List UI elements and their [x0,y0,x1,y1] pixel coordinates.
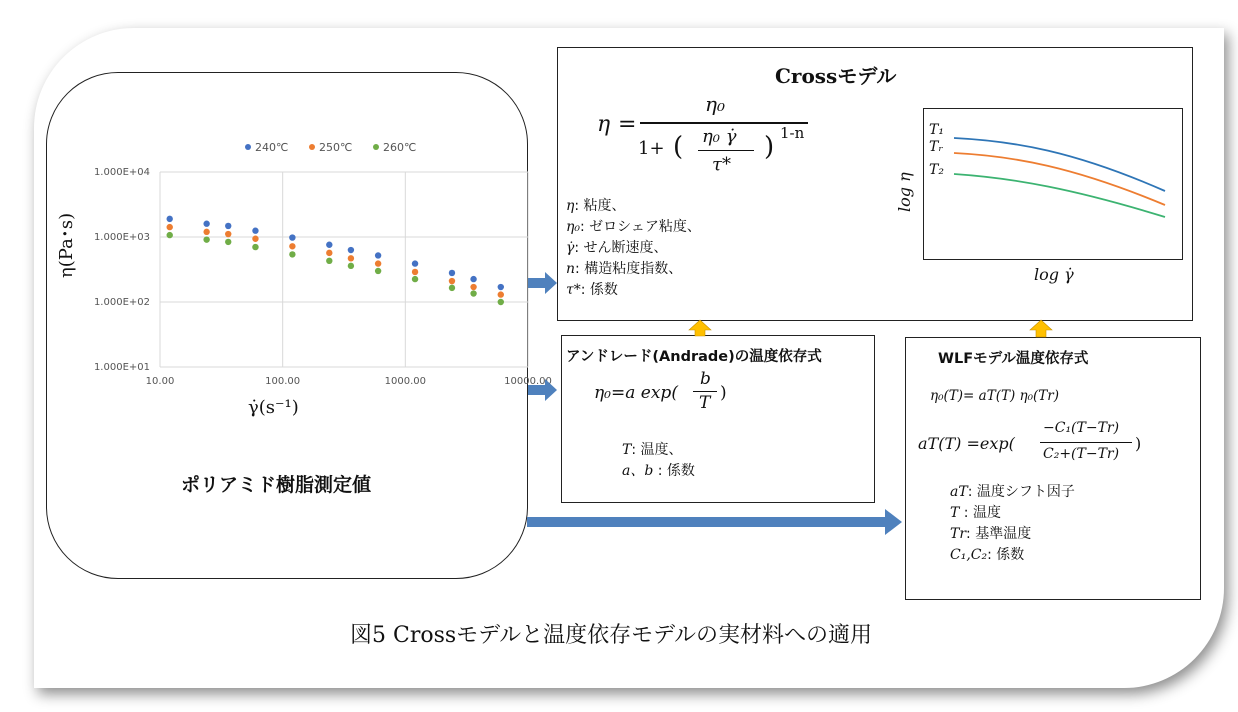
arrow-wlf-to-cross [1030,320,1052,337]
definition-text: : 粘度、 [574,198,626,214]
definition-text: : 係数 [653,463,695,479]
arrow-to-cross [528,272,557,294]
cross-eq-denominator-prefix: 1+ [638,138,665,159]
definition-text: : せん断速度、 [574,240,668,256]
cross-eq-inner-numerator: η₀ γ̇ [702,126,737,147]
cross-eq-numerator: η₀ [705,92,725,116]
definition-symbol: n [566,261,576,277]
definition-symbol: η₀ [566,219,580,235]
wlf-eq1: η₀(T)= aT(T) η₀(Tr) [930,388,1060,404]
andrade-eq-numerator: b [700,369,711,389]
andrade-eq-lhs: η₀=a exp( [594,383,678,403]
wlf-eq2-numerator: −C₁(T−Tr) [1043,420,1120,436]
legend-label: 260℃ [383,141,417,154]
cross-eq-right-paren: ) [764,132,775,162]
arrow-andrade-to-cross [689,320,711,336]
definition-symbol: T [622,442,632,458]
definition-text: : 温度、 [631,442,683,458]
wlf-title: WLFモデル温度依存式 [938,351,1089,367]
y-tick-label: 1.000E+03 [93,232,150,243]
definition-symbol: τ* [566,282,581,298]
definition-text: : 係数 [580,282,618,298]
schematic-curve-label: T₂ [929,162,944,178]
wlf-eq2-lhs: aT(T) =exp( [918,434,1015,453]
x-tick-label: 10.00 [145,376,175,387]
andrade-eq-denominator: T [699,393,711,413]
cross-eq-equals: = [618,112,637,137]
definition-text: : 構造粘度指数、 [575,261,683,277]
definition-symbol: C₁,C₂ [950,547,988,563]
y-tick-label: 1.000E+02 [93,297,150,308]
andrade-title: アンドレード(Andrade)の温度依存式 [566,349,822,365]
y-tick-label: 1.000E+04 [93,167,150,178]
wlf-eq2-denominator: C₂+(T−Tr) [1043,446,1120,462]
x-tick-label: 1000.00 [384,376,427,387]
wlf-eq2-close: ) [1135,434,1142,453]
definition-text: : 基準温度 [966,526,1032,542]
definition-text: : 温度 [959,505,1001,521]
legend-label: 250℃ [319,141,353,154]
schematic-curve-label: T₁ [929,122,944,138]
x-tick-label: 100.00 [265,376,301,387]
definition-text: : ゼロシェア粘度、 [580,219,701,235]
y-tick-label: 1.000E+01 [93,362,150,373]
x-tick-label: 10000.00 [504,376,552,387]
definition-text: : 係数 [987,547,1025,563]
x-axis-label-text: γ̇(s⁻¹) [248,397,299,418]
cross-eq-left-paren: ( [673,132,684,162]
definition-symbol: Tr [950,526,967,542]
definition-text: : 温度シフト因子 [967,484,1075,500]
schematic-x-label: log γ̇ [1034,265,1074,284]
cross-eq-exponent: 1-n [780,124,805,142]
cross-eq-inner-denominator: τ* [712,154,731,175]
arrow-to-wlf [527,509,902,535]
y-axis-label-text: η(Pa･s) [56,212,77,278]
legend-label: 240℃ [255,141,289,154]
schematic-y-label: log η [895,172,914,212]
definition-symbol: γ̇ [566,240,575,256]
definition-symbol: a、b [622,463,654,479]
arrow-to-andrade [528,379,557,401]
definition-symbol: η [566,198,575,214]
andrade-eq-close: ) [720,383,727,403]
measurement-title: ポリアミド樹脂測定値 [181,474,372,496]
definition-symbol: aT [950,484,968,500]
figure-caption: 図5 Crossモデルと温度依存モデルの実材料への適用 [350,623,872,648]
cross-eq-lhs: η [597,112,611,137]
cross-model-title: Crossモデル [775,64,897,88]
schematic-curve-label: Tᵣ [929,139,944,155]
definition-symbol: T [950,505,960,521]
